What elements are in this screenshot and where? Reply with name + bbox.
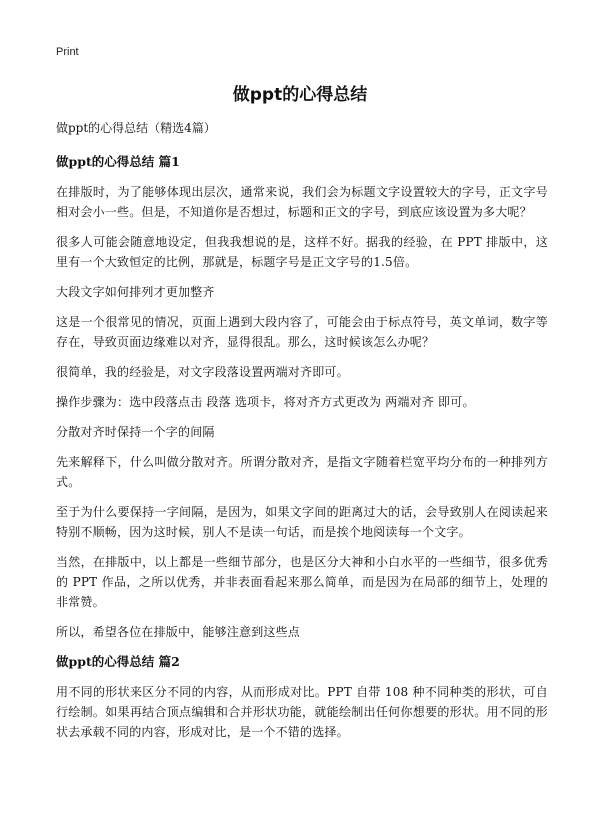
paragraph: 很简单，我的经验是，对文字段落设置两端对齐即可。 (56, 365, 349, 379)
paragraph: 大段文字如何排列才更加整齐 (56, 285, 215, 299)
paragraph: 用不同的形状来区分不同的内容，从而形成对比。PPT 自带 108 种不同种类的形状，可自行绘制。如果再结合顶点编辑和合并形状功能，就能绘制出任何你想要的形状。用不同的形状去承载不同的内容，形成对比，是一个不错的选择。 (56, 685, 548, 739)
section-1 (56, 152, 548, 642)
paragraph: 当然，在排版中，以上都是一些细节部分，也是区分大神和小白水平的一些细节，很多优秀的 PPT 作品，之所以优秀，并非表面看起来那么简单，而是因为在局部的细节上，处理的非常赞。 (56, 555, 548, 609)
paragraph: 操作步骤为：选中段落点击 段落 选项卡，将对齐方式更改为 两端对齐 即可。 (56, 395, 475, 409)
paragraph: 很多人可能会随意地设定，但我我想说的是，这样不好。据我的经验，在 PPT 排版中，这里有一个大致恒定的比例，那就是，标题字号是正文字号的1.5倍。 (56, 235, 548, 269)
paragraph: 至于为什么要保持一字间隔，是因为，如果文字间的距离过大的话，会导致别人在阅读起来特别不顺畅，因为这时候，别人不是读一句话，而是挨个地阅读每一个文字。 (56, 505, 548, 539)
paragraph: 分散对齐时保持一个字的间隔 (56, 425, 215, 439)
section-heading: 做ppt的心得总结 篇1 (56, 154, 180, 169)
document-body (56, 118, 548, 752)
paragraph: 这是一个很常见的情况，页面上遇到大段内容了，可能会由于标点符号，英文单词，数字等存在，导致页面边缘难以对齐，显得很乱。那么，这时候该怎么办呢？ (56, 315, 548, 349)
section-heading: 做ppt的心得总结 篇2 (56, 654, 180, 669)
paragraph: 所以，希望各位在排版中，能够注意到这些点 (56, 625, 301, 639)
document-subtitle: 做ppt的心得总结（精选4篇） (56, 121, 216, 135)
paragraph: 在排版时，为了能够体现出层次，通常来说，我们会为标题文字设置较大的字号，正文字号相对会小一些。但是，不知道你是否想过，标题和正文的字号，到底应该设置为多大呢？ (56, 185, 548, 219)
section-2 (56, 652, 548, 742)
print-link[interactable]: Print (56, 46, 79, 58)
paragraph: 先来解释下，什么叫做分散对齐。所谓分散对齐，是指文字随着栏宽平均分布的一种排列方式。 (56, 455, 548, 489)
document-title: 做ppt的心得总结 (232, 85, 368, 105)
